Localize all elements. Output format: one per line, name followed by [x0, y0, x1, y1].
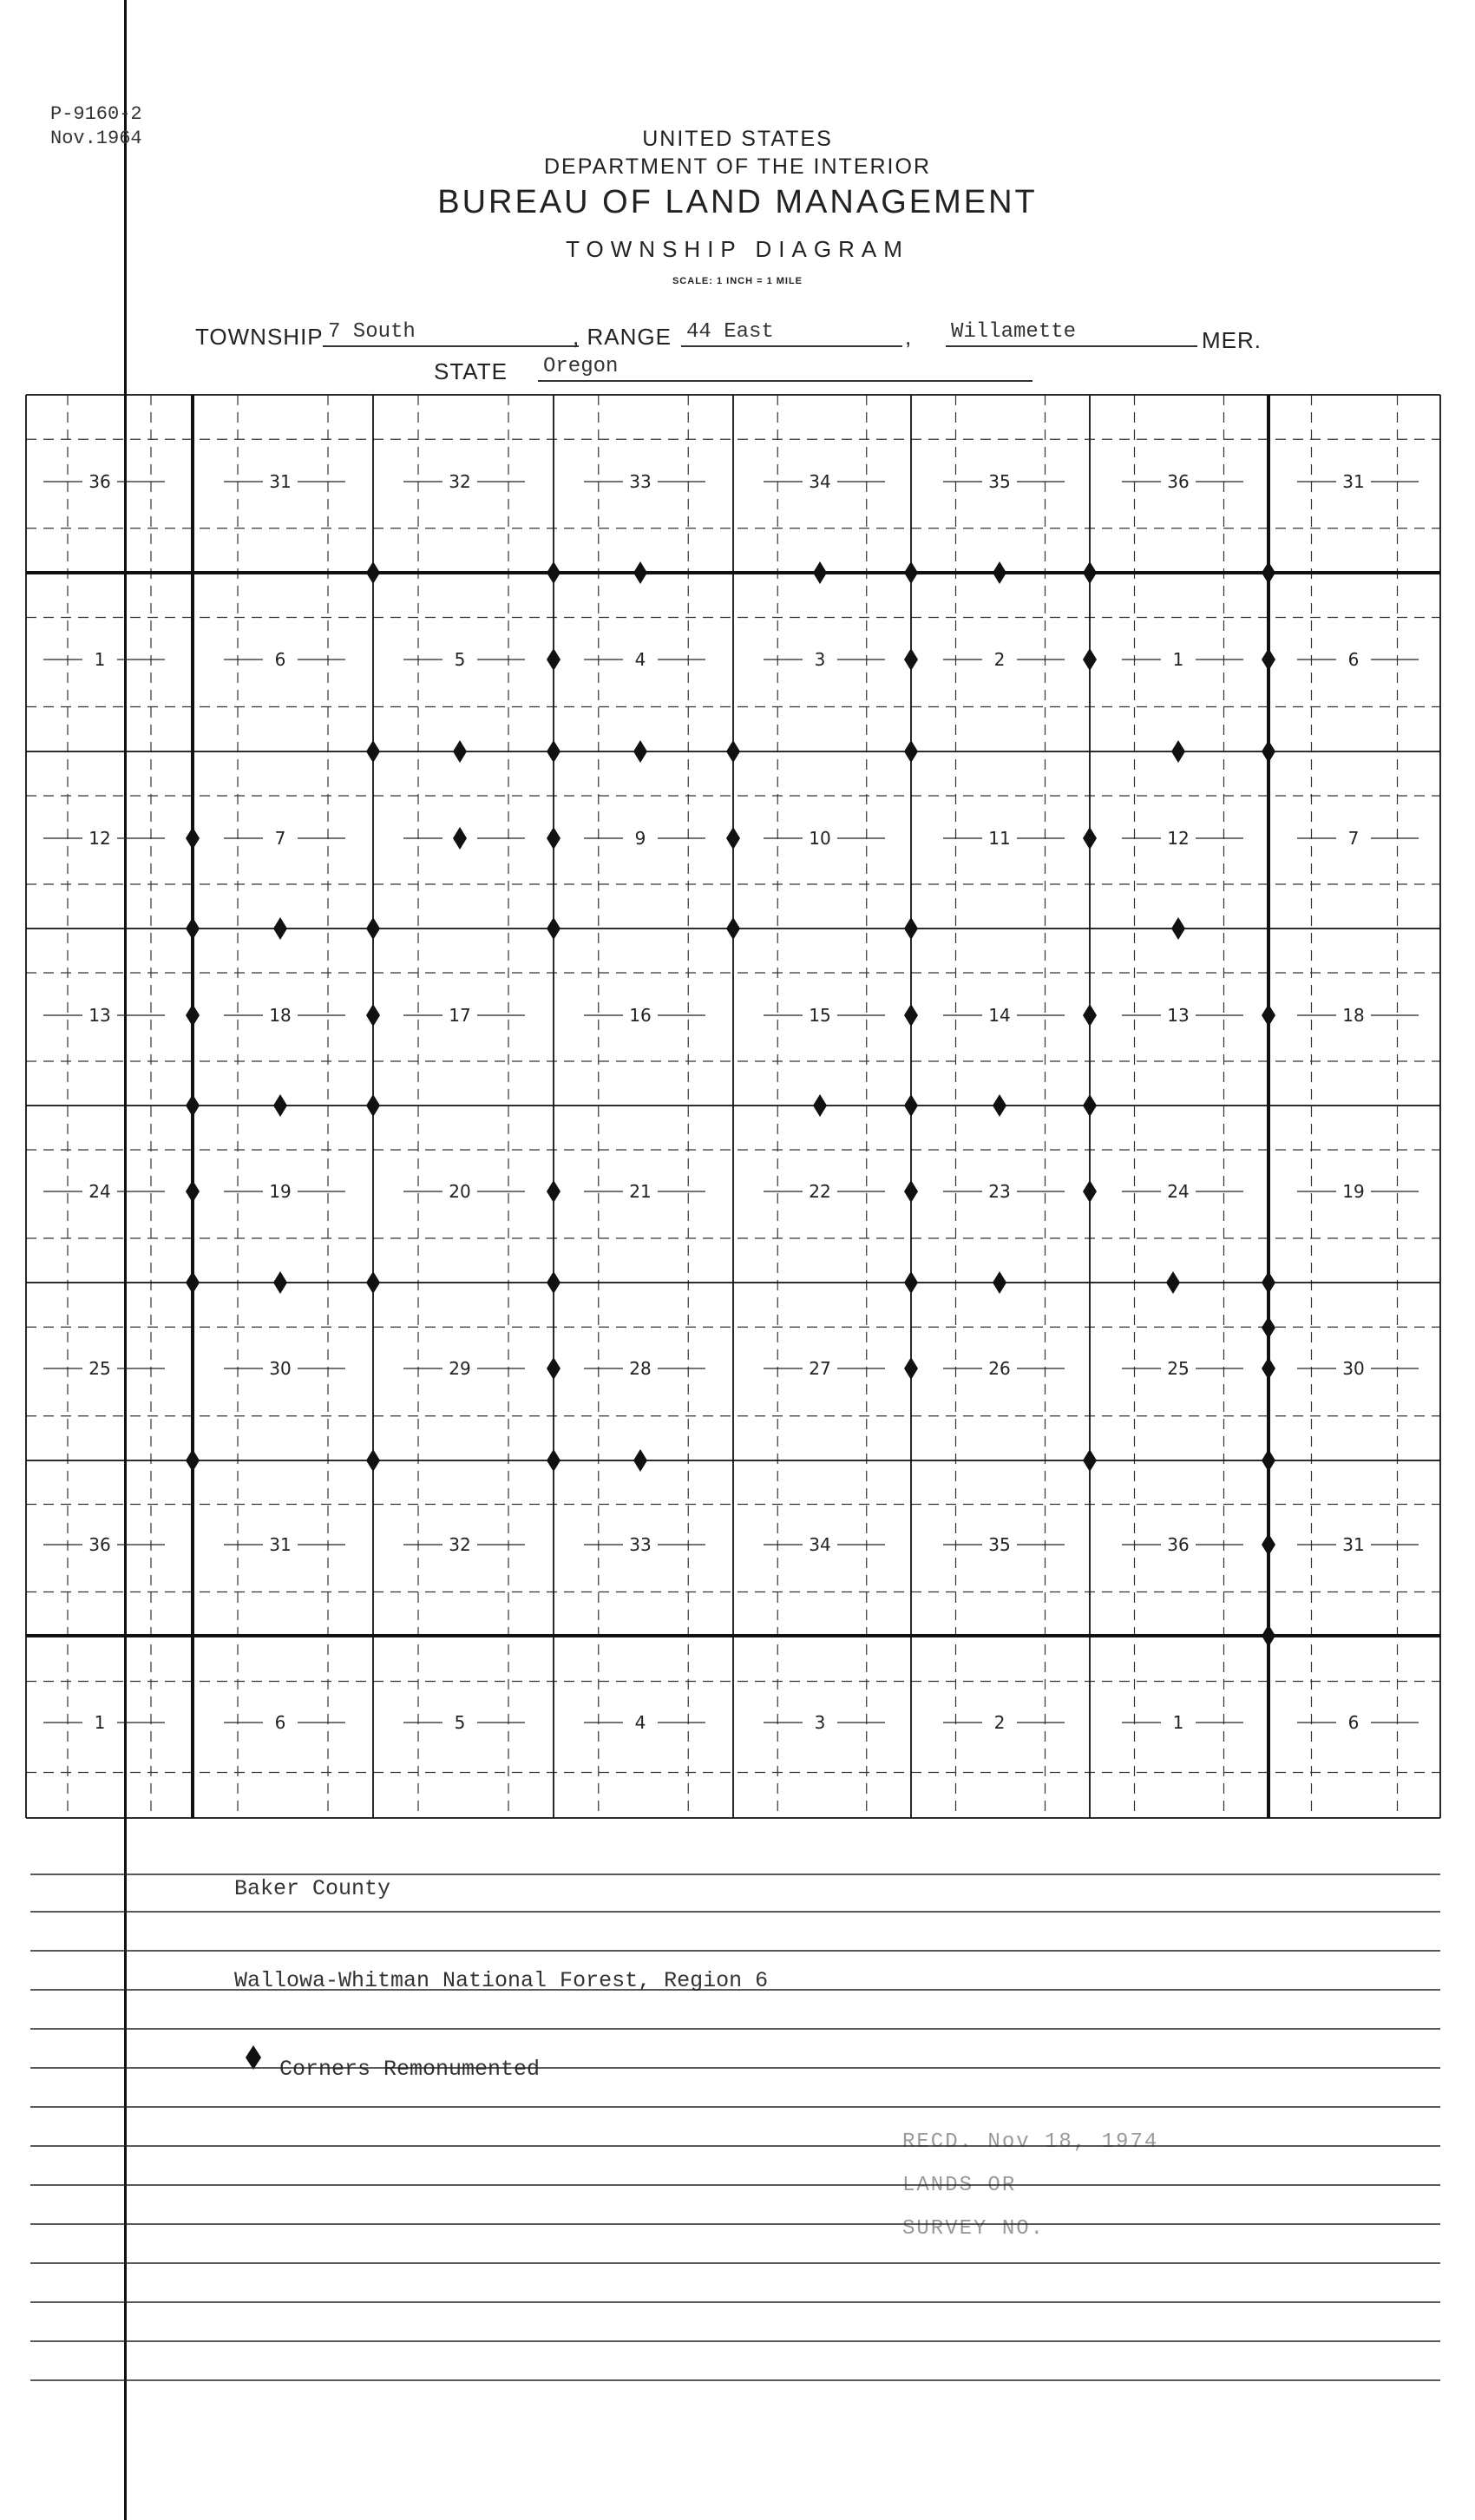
- corner-marker-icon: [904, 1180, 918, 1203]
- corner-marker-icon: [366, 740, 380, 763]
- section-number: 33: [629, 1534, 652, 1555]
- section-number: 4: [634, 1712, 646, 1733]
- ruled-lines: [0, 1848, 1475, 2456]
- stamp-lands: LANDS OR: [902, 2174, 1017, 2197]
- section-number: 12: [88, 828, 111, 849]
- section-number: 6: [274, 1712, 286, 1733]
- page-title: BUREAU OF LAND MANAGEMENT: [437, 184, 1038, 220]
- section-number: 3: [814, 1712, 826, 1733]
- corner-marker-icon: [1171, 917, 1185, 940]
- corner-marker-icon: [813, 561, 827, 584]
- section-number: 36: [1167, 471, 1190, 492]
- corner-marker-icon: [904, 740, 918, 763]
- corner-marker-icon: [904, 561, 918, 584]
- section-number: 15: [809, 1005, 831, 1026]
- form-date: Nov.1964: [50, 128, 142, 149]
- corner-marker-icon: [1262, 1004, 1275, 1027]
- section-number: 34: [809, 471, 831, 492]
- state-label: STATE: [434, 358, 508, 384]
- corner-marker-icon: [1262, 561, 1275, 584]
- section-number: 1: [94, 649, 106, 670]
- corner-marker-icon: [186, 917, 200, 940]
- corner-marker-icon: [904, 1357, 918, 1380]
- corner-marker-icon: [273, 1271, 287, 1294]
- section-number: 25: [88, 1358, 111, 1379]
- section-number: 7: [1347, 828, 1360, 849]
- section-number: 30: [269, 1358, 292, 1379]
- corner-marker-icon: [1262, 1316, 1275, 1339]
- section-number: 35: [988, 471, 1011, 492]
- corner-marker-icon: [1166, 1271, 1180, 1294]
- section-number: 11: [988, 828, 1011, 849]
- section-number: 21: [629, 1181, 652, 1202]
- header-line-1: UNITED STATES: [642, 127, 833, 151]
- section-number: 33: [629, 471, 652, 492]
- corner-marker-icon: [1262, 1449, 1275, 1472]
- section-number: 5: [454, 649, 466, 670]
- corner-marker-icon: [366, 561, 380, 584]
- section-number: 2: [993, 1712, 1006, 1733]
- corner-marker-icon: [1083, 1180, 1097, 1203]
- section-number: 3: [814, 649, 826, 670]
- corner-marker-icon: [633, 1449, 647, 1472]
- stamp-received: RECD. Nov 18, 1974: [902, 2130, 1159, 2154]
- section-number: 6: [1347, 649, 1360, 670]
- corner-marker-icon: [633, 740, 647, 763]
- corner-marker-icon: [547, 1271, 560, 1294]
- corner-marker-icon: [453, 740, 467, 763]
- corner-marker-icon: [547, 561, 560, 584]
- corner-marker-icon: [1083, 827, 1097, 850]
- section-number: 1: [1172, 1712, 1184, 1733]
- section-number: 20: [449, 1181, 471, 1202]
- section-number: 1: [1172, 649, 1184, 670]
- section-number: 24: [88, 1181, 111, 1202]
- corner-marker-icon: [366, 1271, 380, 1294]
- section-number: 17: [449, 1005, 471, 1026]
- range-label: , RANGE: [573, 324, 672, 350]
- section-number: 13: [1167, 1005, 1190, 1026]
- section-number: 30: [1342, 1358, 1365, 1379]
- corner-marker-icon: [993, 1271, 1006, 1294]
- corner-marker-icon: [186, 1004, 200, 1027]
- section-number: 18: [269, 1005, 292, 1026]
- meridian-value: Willamette: [946, 320, 1197, 347]
- corner-marker-icon: [547, 1357, 560, 1380]
- section-number: 16: [629, 1005, 652, 1026]
- header-line-2: DEPARTMENT OF THE INTERIOR: [543, 154, 932, 179]
- section-number: 6: [274, 649, 286, 670]
- section-number: 32: [449, 1534, 471, 1555]
- corner-marker-icon: [1262, 1357, 1275, 1380]
- corner-marker-icon: [547, 648, 560, 671]
- form-number: P-9160-2: [50, 103, 142, 125]
- corner-marker-icon: [993, 1094, 1006, 1117]
- township-value: 7 South: [323, 320, 579, 347]
- section-number: 28: [629, 1358, 652, 1379]
- corner-marker-icon: [1262, 1533, 1275, 1556]
- section-number: 19: [1342, 1181, 1365, 1202]
- section-number: 31: [269, 471, 292, 492]
- corner-marker-icon: [813, 1094, 827, 1117]
- corner-marker-icon: [993, 561, 1006, 584]
- corner-marker-icon: [547, 1449, 560, 1472]
- corner-marker-icon: [273, 917, 287, 940]
- section-number: 1: [94, 1712, 106, 1733]
- county-note: Baker County: [234, 1876, 391, 1901]
- corner-marker-icon: [547, 917, 560, 940]
- corner-marker-icon: [547, 827, 560, 850]
- section-number: 31: [1342, 471, 1365, 492]
- section-number: 25: [1167, 1358, 1190, 1379]
- section-number: 6: [1347, 1712, 1360, 1733]
- section-number: 9: [634, 828, 646, 849]
- section-number: 29: [449, 1358, 471, 1379]
- section-number: 31: [1342, 1534, 1365, 1555]
- corner-marker-icon: [1262, 1271, 1275, 1294]
- range-value: 44 East: [681, 320, 902, 347]
- section-number: 14: [988, 1005, 1011, 1026]
- stamp-survey: SURVEY NO.: [902, 2217, 1046, 2241]
- diagram-title: TOWNSHIP DIAGRAM: [566, 236, 909, 262]
- section-number: 36: [88, 471, 111, 492]
- corner-marker-icon: [904, 1271, 918, 1294]
- section-number: 32: [449, 471, 471, 492]
- corner-marker-icon: [1083, 1004, 1097, 1027]
- corner-marker-icon: [186, 827, 200, 850]
- corner-marker-icon: [547, 1180, 560, 1203]
- section-number: 34: [809, 1534, 831, 1555]
- corner-marker-icon: [186, 1271, 200, 1294]
- section-number: 27: [809, 1358, 831, 1379]
- section-number: 10: [809, 828, 831, 849]
- corner-marker-icon: [366, 1004, 380, 1027]
- corner-marker-icon: [273, 1094, 287, 1117]
- corner-marker-icon: [1171, 740, 1185, 763]
- corner-marker-icon: [186, 1180, 200, 1203]
- section-number: 4: [634, 649, 646, 670]
- section-number: 19: [269, 1181, 292, 1202]
- legend-note: Corners Remonumented: [279, 2057, 541, 2082]
- corner-marker-icon: [1262, 1624, 1275, 1647]
- corner-marker-icon: [726, 827, 740, 850]
- corner-marker-icon: [633, 561, 647, 584]
- meridian-label: MER.: [1202, 327, 1262, 353]
- corner-marker-icon: [1262, 740, 1275, 763]
- corner-marker-icon: [366, 1094, 380, 1117]
- section-number: 18: [1342, 1005, 1365, 1026]
- corner-marker-icon: [904, 1094, 918, 1117]
- township-label: TOWNSHIP: [195, 324, 324, 350]
- corner-marker-icon: [726, 740, 740, 763]
- corner-marker-icon: [1262, 648, 1275, 671]
- section-number: 7: [274, 828, 286, 849]
- corner-marker-icon: [726, 917, 740, 940]
- corner-marker-icon: [904, 1004, 918, 1027]
- section-number: 13: [88, 1005, 111, 1026]
- section-number: 2: [993, 649, 1006, 670]
- corner-marker-icon: [1083, 648, 1097, 671]
- corner-marker-icon: [186, 1094, 200, 1117]
- state-value: Oregon: [538, 355, 1032, 382]
- forest-note: Wallowa-Whitman National Forest, Region 6: [234, 1968, 769, 1993]
- corner-marker-icon: [1083, 1449, 1097, 1472]
- section-number: 36: [88, 1534, 111, 1555]
- corner-marker-icon: [366, 1449, 380, 1472]
- section-number: 36: [1167, 1534, 1190, 1555]
- section-number: 35: [988, 1534, 1011, 1555]
- section-number: 23: [988, 1181, 1011, 1202]
- section-number: 22: [809, 1181, 831, 1202]
- section-number: 5: [454, 1712, 466, 1733]
- corner-marker-icon: [904, 648, 918, 671]
- section-number: 31: [269, 1534, 292, 1555]
- section-number: 24: [1167, 1181, 1190, 1202]
- corner-marker-icon: [1083, 1094, 1097, 1117]
- comma-sep: ,: [905, 324, 913, 350]
- corner-marker-icon: [186, 1449, 200, 1472]
- section-number: 12: [1167, 828, 1190, 849]
- scale-note: SCALE: 1 INCH = 1 MILE: [672, 276, 803, 286]
- corner-marker-icon: [1083, 561, 1097, 584]
- corner-marker-icon: [547, 740, 560, 763]
- corner-marker-icon: [904, 917, 918, 940]
- corner-marker-icon: [366, 917, 380, 940]
- section-number: 26: [988, 1358, 1011, 1379]
